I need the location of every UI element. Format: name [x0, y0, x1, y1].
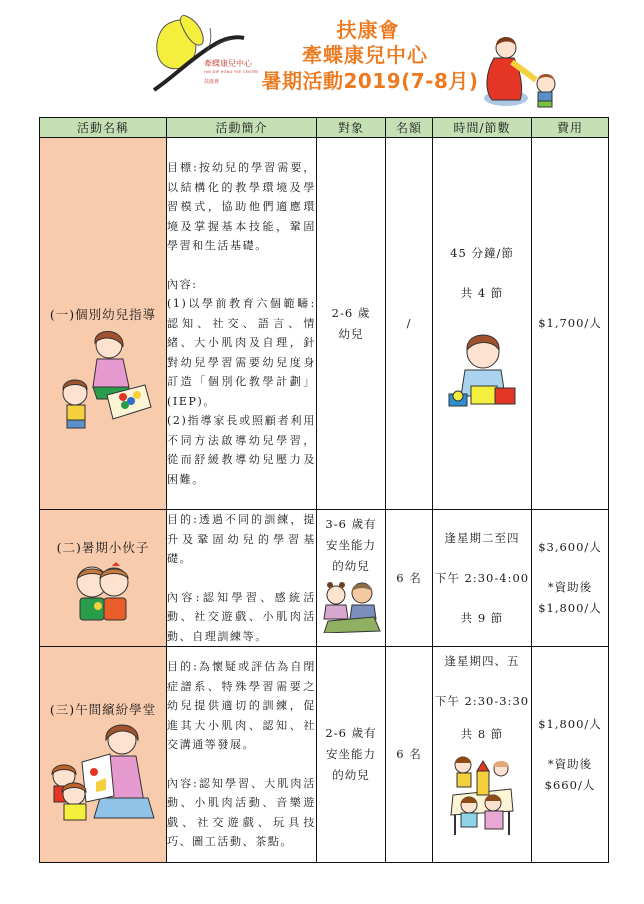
activity-description-cell	[167, 510, 317, 647]
fee-subsidized-amount: $660/人	[544, 777, 596, 792]
logo-org: 扶康會	[204, 79, 220, 85]
target-group: 的幼兒	[332, 768, 370, 782]
quota-cell	[386, 647, 433, 863]
activity-description-cell	[167, 138, 317, 510]
activity-name: (二)暑期小伙子	[56, 540, 150, 555]
title-event: 暑期活動2019(7-8月)	[261, 69, 479, 93]
target-cell	[317, 647, 386, 863]
activity-name: (三)午間繽紛學堂	[49, 701, 157, 717]
target-ability: 安坐能力	[326, 747, 376, 761]
session-time: 下午 2:30-3:30	[434, 694, 530, 708]
activity-name-cell	[40, 510, 167, 647]
session-days: 逢星期四、五	[444, 654, 520, 668]
session-count: 共 8 節	[460, 727, 504, 741]
col-header-time-sessions: 時間/節數	[433, 118, 532, 138]
activity-description-cell	[167, 647, 317, 863]
two-hugging-kids-icon	[68, 562, 138, 624]
mother-child-toy-box-icon	[53, 323, 153, 433]
fee-amount: $1,800/人	[538, 716, 602, 731]
table-row	[40, 510, 609, 647]
session-days: 逢星期二至四	[444, 530, 520, 545]
activity-goal: 目標:按幼兒的學習需要，以結構化的教學環境及學習模式，協助他們適應環境及掌握基本技能，鞏固學習和生活基礎。	[167, 161, 316, 252]
activity-goal: 目的:透過不同的訓練，提升及鞏固幼兒的學習基礎。	[167, 513, 316, 565]
table-row	[40, 647, 609, 863]
logo-name-en: HIN DIP HONG YEE CENTRE	[204, 70, 259, 74]
target-cell	[317, 138, 386, 510]
activity-content: 內容:認知學習、感統活動、社交遊戲、小肌肉活動、自理訓練等。	[167, 590, 316, 643]
activity-name-cell	[40, 138, 167, 510]
time-sessions-cell	[433, 647, 532, 863]
time-sessions-cell	[433, 510, 532, 647]
col-header-target: 對象	[317, 118, 386, 138]
fee-amount: $3,600/人	[538, 540, 602, 554]
quota-value: /	[406, 316, 412, 330]
title-org: 扶康會	[336, 18, 400, 42]
target-age: 3-6 歲有	[325, 517, 377, 531]
col-header-fee: 費用	[532, 118, 609, 138]
fee-amount: $1,700/人	[538, 316, 602, 330]
target-group: 的幼兒	[332, 559, 370, 573]
session-time: 下午 2:30-4:00	[434, 570, 530, 585]
target-age: 2-6 歲	[331, 305, 371, 320]
activity-content-label: 內容:	[167, 277, 198, 291]
quota-cell	[386, 510, 433, 647]
time-sessions-cell	[433, 138, 532, 510]
target-cell	[317, 510, 386, 647]
mother-helping-child-walk-icon	[466, 28, 576, 112]
fee-cell	[532, 138, 609, 510]
boy-playing-blocks-icon	[437, 318, 527, 414]
logo-name-zh: 牽蝶康兒中心	[204, 59, 252, 68]
activity-schedule-table	[39, 117, 609, 863]
teacher-showing-picture-card-icon	[44, 718, 162, 828]
col-header-description: 活動簡介	[167, 118, 317, 138]
kids-building-blocks-icon	[447, 751, 517, 837]
fee-cell	[532, 510, 609, 647]
activity-name: (一)個別幼兒指導	[49, 306, 157, 322]
target-age: 2-6 歲有	[325, 726, 377, 740]
fee-cell	[532, 647, 609, 863]
fee-subsidized-label: *資助後	[547, 756, 593, 771]
activity-content-item-2: (2)指導家長或照顧者利用不同方法啟導幼兒學習，從而舒緩教導幼兒壓力及困難。	[167, 414, 316, 486]
session-count: 共 9 節	[460, 610, 504, 625]
activity-name-cell	[40, 647, 167, 863]
quota-cell	[386, 138, 433, 510]
target-group: 幼兒	[338, 326, 364, 341]
session-duration: 45 分鐘/節	[450, 246, 514, 260]
target-ability: 安坐能力	[326, 538, 376, 552]
title-center: 牽蝶康兒中心	[302, 43, 428, 67]
activity-content: 內容:認知學習、大肌肉活動、小肌肉活動、音樂遊戲、社交遊戲、玩具技巧、圖工活動、茶點。	[167, 776, 316, 849]
kids-playing-board-game-icon	[320, 577, 382, 633]
quota-value: 6 名	[396, 747, 422, 761]
quota-value: 6 名	[396, 570, 422, 585]
fee-subsidized-label: *資助後	[547, 580, 593, 594]
session-count: 共 4 節	[460, 286, 504, 300]
activity-goal: 目的:為懷疑或評估為自閉症譜系、特殊學習需要之幼兒提供適切的訓練，促進其大小肌肉、認知、社交溝通等發展。	[167, 660, 316, 752]
page-header	[0, 0, 644, 112]
table-row	[40, 138, 609, 510]
activity-content-item-1: (1)以學前教育六個範疇:認知、社交、語言、情緒、大小肌肉及自理，針對幼兒學習需要幼兒度身訂造「個別化教學計劃」(IEP)。	[167, 297, 316, 408]
table-header-row	[40, 118, 609, 138]
fee-subsidized-amount: $1,800/人	[538, 601, 602, 615]
page-title-block	[200, 18, 500, 94]
col-header-quota: 名額	[386, 118, 433, 138]
col-header-activity-name: 活動名稱	[40, 118, 167, 138]
